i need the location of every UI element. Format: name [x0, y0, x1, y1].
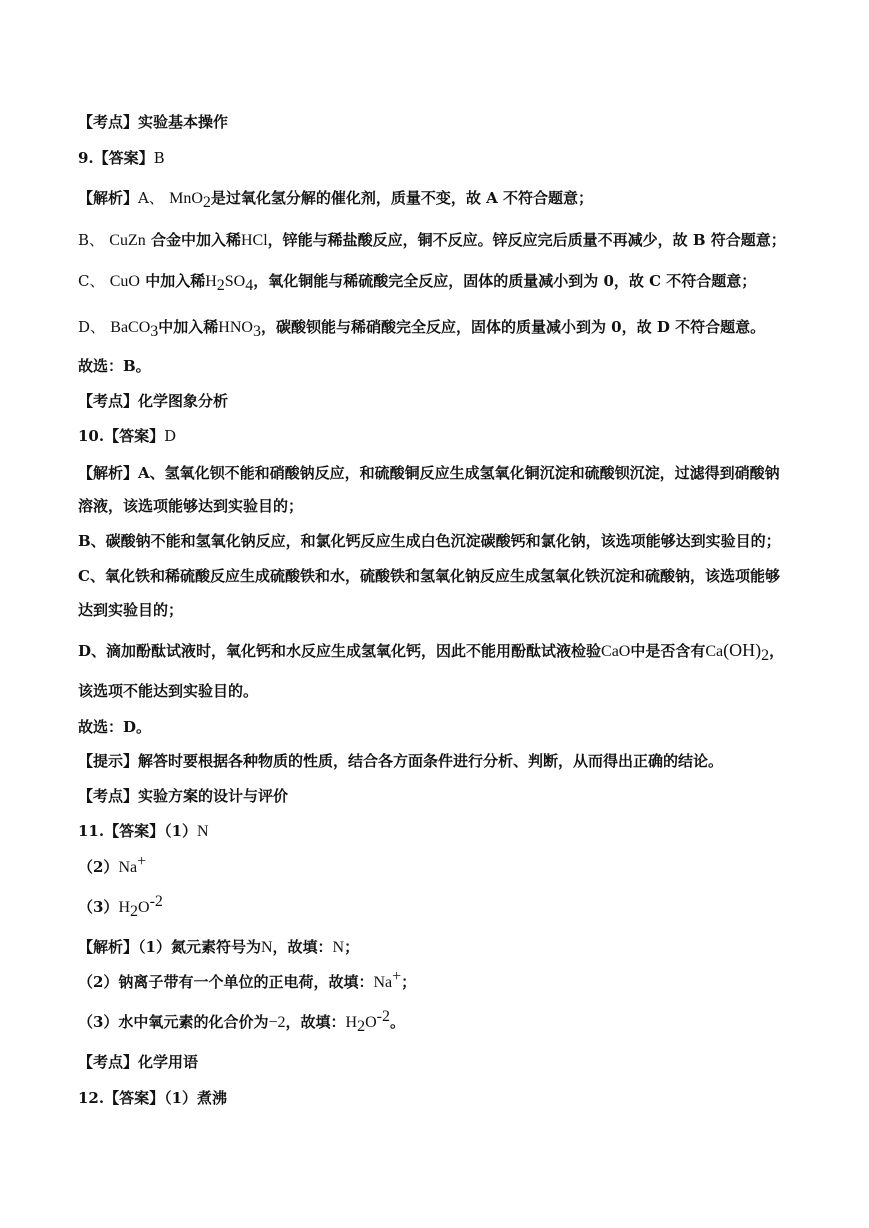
answer-11-3: $(3)H_2O^{-2}$ [78, 893, 163, 920]
hint-10: 【提示】解答时要根据各种物质的性质，结合各方面条件进行分析、判断，从而得出正确的结论。 [78, 752, 724, 770]
exam-point-label-8: 【考点】实验基本操作 [78, 113, 229, 131]
exam-point-11: 【考点】化学用语 [78, 1053, 199, 1071]
analysis-11-1: 【解析】（1）氮元素符号为N，故填：N； [78, 938, 360, 956]
analysis-10-d: D、滴加酚酞试液时，氧化钙和水反应生成氢氧化钙，因此不能用酚酞试液检验CaO中是否含有$Ca(OH)_2$， [78, 640, 785, 664]
answer-12: 12.【答案】（1）煮沸 [78, 1089, 228, 1107]
analysis-10-a-cont: 溶液，该选项能够达到实验目的； [78, 497, 304, 515]
choice-9: 故选：B。 [78, 357, 151, 375]
analysis-11-2: （2）钠离子带有一个单位的正电荷，故填：Na+； [78, 968, 417, 991]
analysis-10-b: B、碳酸钠不能和氢氧化钠反应，和氯化钙反应生成白色沉淀碳酸钙和氯化钠，该选项能够达到实验目的； [78, 532, 781, 550]
answer-10: 10.【答案】D [78, 427, 177, 445]
analysis-11-3: （3）水中氧元素的化合价为−2，故填：$H_2O^{-2}$。 [78, 1008, 405, 1035]
exam-point-10: 【考点】实验方案的设计与评价 [78, 787, 289, 805]
choice-10: 故选：D。 [78, 718, 152, 736]
analysis-10-d-cont: 该选项不能达到实验目的。 [78, 682, 259, 700]
analysis-10-c-cont: 达到实验目的； [78, 601, 184, 619]
exam-point-9: 【考点】化学图象分析 [78, 392, 229, 410]
analysis-9-a: 【解析】A、 MnO$_2$是过氧化氢分解的催化剂，质量不变，故 A 不符合题意； [78, 189, 593, 211]
analysis-9-d: D、 BaCO$_3$中加入稀$HNO_3$，碳酸钡能与稀硝酸完全反应，固体的质量减小到为 0，故 D 不符合题意。 [78, 318, 766, 340]
analysis-10-c: C、氧化铁和稀硫酸反应生成硫酸铁和水，硫酸铁和氢氧化钠反应生成氢氧化铁沉淀和硫酸钠，该选项能够 [78, 567, 780, 585]
analysis-10-a: 【解析】A、氢氧化钡不能和硝酸钠反应，和硫酸铜反应生成氢氧化铜沉淀和硫酸钡沉淀，过滤得到硝酸钠 [78, 464, 780, 482]
answer-11-2: （2）Na+ [78, 853, 147, 876]
analysis-9-c: C、 CuO 中加入稀$H_2SO_4$，氧化铜能与稀硫酸完全反应，固体的质量减小到为 0，故 C 不符合题意； [78, 272, 757, 294]
answer-9: 9.【答案】B [78, 149, 165, 167]
answer-11: 11.【答案】（1）N [78, 822, 209, 840]
analysis-9-b: B、 CuZn 合金中加入稀HCl，锌能与稀盐酸反应，铜不反应。锌反应完后质量不再减少，故 B 符合题意； [78, 231, 786, 249]
